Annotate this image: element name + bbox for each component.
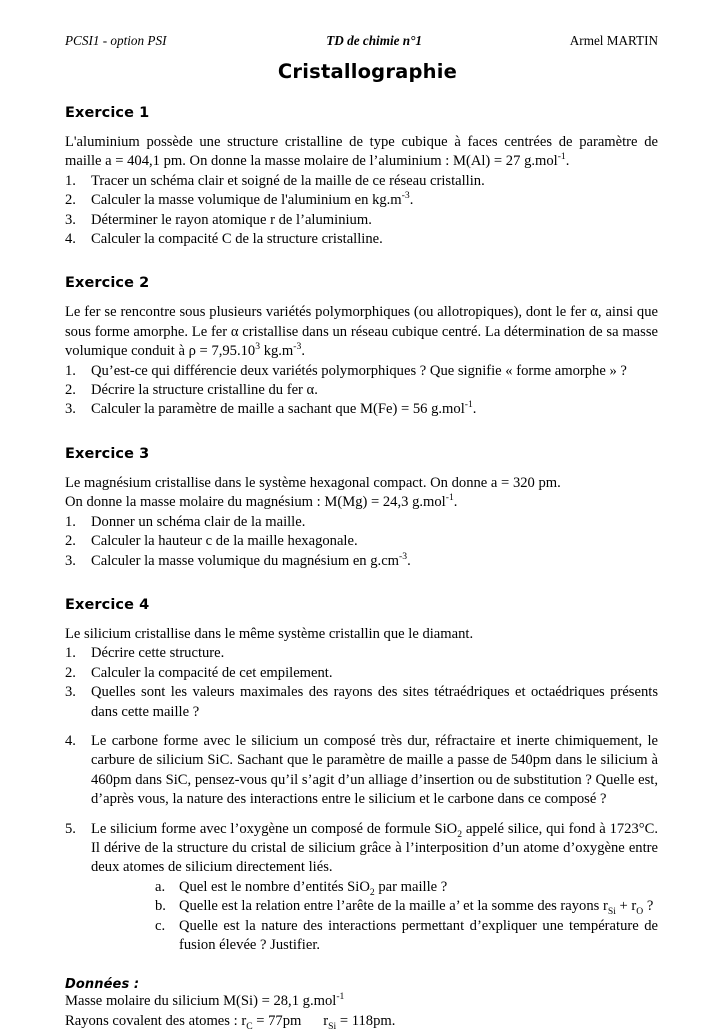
list-item: 1. Décrire cette structure. bbox=[65, 644, 658, 663]
exercise-heading-1: Exercice 1 bbox=[65, 105, 150, 121]
donnees-heading: Données : bbox=[65, 977, 140, 993]
item-marker: 1. bbox=[65, 645, 76, 662]
item-marker: 2. bbox=[65, 192, 76, 209]
list-item: 3. Quelles sont les valeurs maximales des rayons des sites tétraédriques et octaédriques présents dans cette maille ? bbox=[65, 684, 658, 720]
list-item: 1. Qu’est-ce qui différencie deux variétés polymorphiques ? Que signifie « forme amorphe » ? bbox=[65, 362, 658, 381]
exercise-heading-2: Exercice 2 bbox=[65, 275, 150, 292]
exercise-heading-3: Exercice 3 bbox=[65, 445, 150, 462]
list-item: 2. Calculer la hauteur c de la maille hexagonale. bbox=[65, 532, 658, 551]
item-marker: c. bbox=[155, 917, 166, 934]
item-marker: 3. bbox=[65, 684, 76, 701]
exercise-heading-4: Exercice 4 bbox=[65, 596, 150, 613]
exercise-1-questions bbox=[65, 172, 658, 250]
list-item: 3. Calculer la masse volumique du magnésium en $g.cm^{-3}$. bbox=[65, 552, 658, 571]
item-marker: 3. bbox=[65, 211, 76, 228]
exercise-4-questions bbox=[65, 644, 658, 877]
item-marker: 4. bbox=[65, 732, 76, 749]
item-marker: 3. bbox=[65, 552, 76, 569]
item-marker: 2. bbox=[65, 664, 76, 681]
item-marker: 2. bbox=[65, 533, 76, 550]
list-item: 4. Le carbone forme avec le silicium un composé très dur, réfractaire et inerte chimiquement, le carbure de silicium SiC. Sachant que le paramètre de maille a passe de 540pm dans le silicium à 460pm dans SiC, pensez-vous qu’il s’agit d’un alliage d’insertion ou de substitution ? Quelle est, d’après vous, la nature des interactions entre le silicium et le carbone dans ce composé ? bbox=[65, 732, 658, 808]
item-marker: 1. bbox=[65, 513, 76, 530]
item-marker: 2. bbox=[65, 382, 76, 399]
item-marker: a. bbox=[155, 878, 166, 895]
page-header bbox=[65, 33, 658, 49]
list-item: 1. Donner un schéma clair de la maille. bbox=[65, 513, 658, 532]
exercise-2-intro: Le fer se rencontre sous plusieurs variétés polymorphiques (ou allotropiques), dont le fer α, ainsi que sous forme amorphe. Le fer α cristallise dans un réseau cubique centré. La détermination de sa masse volumique conduit à $\rho = 7,95.10^3$ $kg.m^{-3}$. bbox=[65, 304, 658, 360]
exercise-3-intro-line-2: On donne la masse molaire du magnésium : M(Mg) = 24,3 g.mol$^{-1}$. bbox=[65, 492, 458, 511]
exercise-3-intro-line-1: Le magnésium cristallise dans le système hexagonal compact. On donne a = 320 pm. bbox=[65, 474, 561, 491]
list-item: 2. Calculer la masse volumique de l'aluminium en $kg.m^{-3}$. bbox=[65, 191, 658, 210]
document-page bbox=[65, 33, 658, 1031]
header-left-course: PCSI1 - option PSI bbox=[65, 33, 167, 48]
list-item: a. Quel est le nombre d’entités SiO$_2$ par maille ? bbox=[155, 878, 448, 898]
item-marker: b. bbox=[155, 898, 166, 915]
exercise-1-intro: L'aluminium possède une structure cristalline de type cubique à faces centrées de paramètre de maille a = 404,1 pm. On donne la masse molaire de l’aluminium : M(Al) = 27 g.mol$^{-1}$. bbox=[65, 134, 658, 170]
list-item: b. Quelle est la relation entre l’arête de la maille a’ et la somme des rayons $r_{Si} + r_O$ ? bbox=[155, 898, 654, 918]
exercise-3-questions bbox=[65, 513, 658, 571]
list-item: 2. Décrire la structure cristalline du fer α. bbox=[65, 381, 658, 400]
list-item: 4. Calculer la compacité C de la structure cristalline. bbox=[65, 230, 658, 249]
list-item: 1. Tracer un schéma clair et soigné de la maille de ce réseau cristallin. bbox=[65, 172, 658, 191]
list-item: 2. Calculer la compacité de cet empilement. bbox=[65, 664, 658, 683]
item-marker: 1. bbox=[65, 362, 76, 379]
header-center-title: TD de chimie n°1 bbox=[326, 33, 422, 48]
donnees-line-2: Rayons covalent des atomes : $r_C = 77pm$ $r_{Si} = 118pm$. bbox=[65, 1012, 396, 1032]
donnees-line-1: Masse molaire du silicium M(Si) = 28,1 g.mol$^{-1}$ bbox=[65, 991, 345, 1010]
item-marker: 3. bbox=[65, 401, 76, 418]
exercise-4-intro: Le silicium cristallise dans le même système cristallin que le diamant. bbox=[65, 625, 474, 642]
item-marker: 5. bbox=[65, 820, 76, 837]
page-title: Cristallographie bbox=[277, 60, 458, 83]
list-item: 3. Calculer la paramètre de maille a sachant que M(Fe) = 56 g.mol$^{-1}$. bbox=[65, 400, 658, 419]
item-marker: 1. bbox=[65, 172, 76, 189]
list-item: 5. Le silicium forme avec l’oxygène un composé de formule SiO$_2$ appelé silice, qui fond à 1723°C. Il dérive de la structure du cristal de silicium grâce à l’interposition d’un atome d’oxygène entre deux atomes de silicium directement liés. bbox=[65, 820, 658, 876]
exercise-2-questions bbox=[65, 362, 658, 420]
header-right-author: Armel MARTIN bbox=[569, 33, 658, 48]
list-item: c. Quelle est la nature des interactions permettant d’expliquer une température de fusion élevée ? Justifier. bbox=[155, 917, 658, 953]
list-item: 3. Déterminer le rayon atomique r de l’aluminium. bbox=[65, 211, 658, 230]
exercise-4-subquestions bbox=[65, 878, 658, 956]
item-marker: 4. bbox=[65, 231, 76, 248]
